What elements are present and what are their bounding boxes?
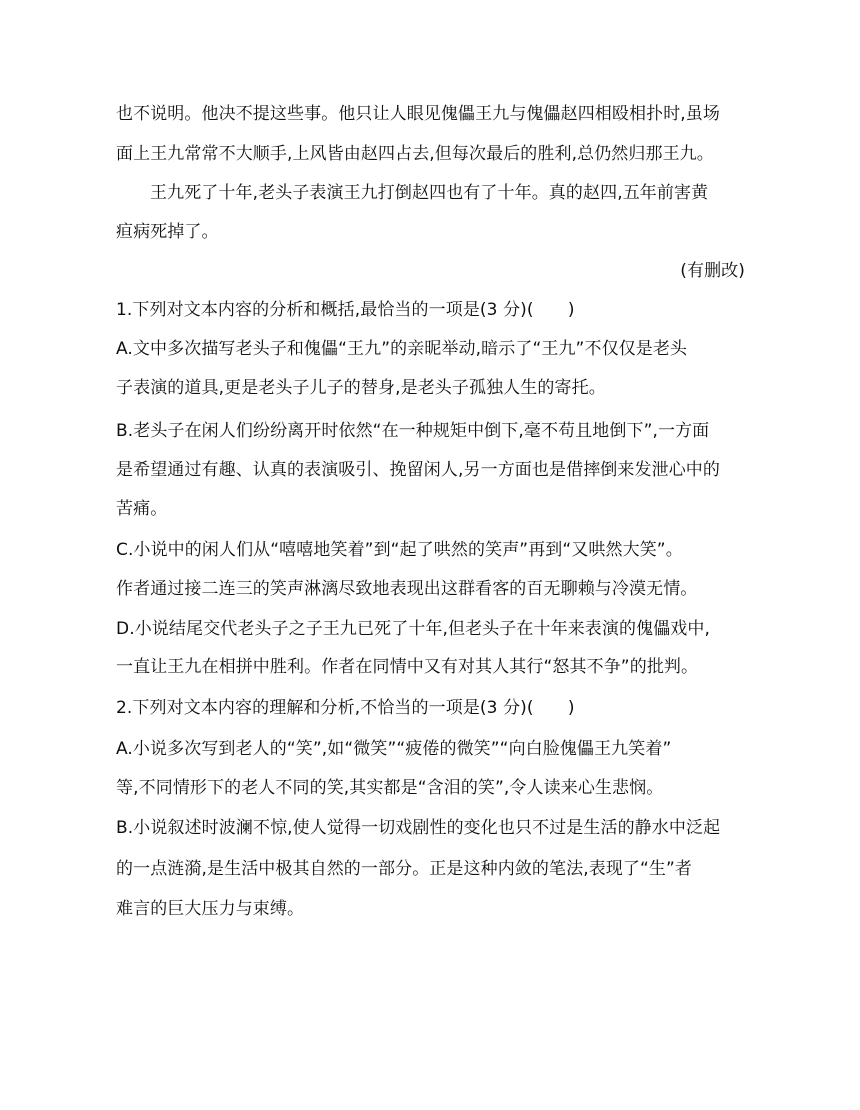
option-c-line: 作者通过接二连三的笑声淋漓尽致地表现出这群看客的百无聊赖与冷漠无情。	[116, 579, 698, 599]
option-b-line: 的一点涟漪,是生活中极其自然的一部分。正是这种内敛的笔法,表现了“生”者	[116, 859, 693, 879]
option-a-line: 子表演的道具,更是老头子儿子的替身,是老头子孤独人生的寄托。	[116, 378, 606, 398]
source-note: (有删改)	[680, 261, 745, 281]
passage-line: 面上王九常常不大顺手,上风皆由赵四占去,但每次最后的胜利,总仍然归那王九。	[116, 144, 714, 164]
option-a-line: A.文中多次描写老头子和傀儡“王九”的亲昵举动,暗示了“王九”不仅仅是老头	[116, 339, 688, 359]
option-b-line: 苦痛。	[116, 499, 168, 519]
option-a-line: 等,不同情形下的老人不同的笑,其实都是“含泪的笑”,令人读来心生悲悯。	[116, 778, 664, 798]
question-stem: 2.下列对文本内容的理解和分析,不恰当的一项是(3 分)( )	[116, 698, 575, 718]
option-b-line: 难言的巨大压力与束缚。	[116, 899, 305, 919]
question-stem: 1.下列对文本内容的分析和概括,最恰当的一项是(3 分)( )	[116, 300, 575, 320]
passage-line: 也不说明。他决不提这些事。他只让人眼见傀儡王九与傀儡赵四相殴相扑时,虽场	[116, 104, 721, 124]
option-b-line: B.小说叙述时波澜不惊,使人觉得一切戏剧性的变化也只不过是生活的静水中泛起	[116, 818, 721, 838]
option-a-line: A.小说多次写到老人的“笑”,如“微笑”“疲倦的微笑”“向白脸傀儡王九笑着”	[116, 739, 672, 759]
option-d-line: D.小说结尾交代老头子之子王九已死了十年,但老头子在十年来表演的傀儡戏中,	[116, 619, 710, 639]
passage-line: 疸病死掉了。	[116, 222, 219, 242]
option-d-line: 一直让王九在相拼中胜利。作者在同情中又有对其人其行“怒其不争”的批判。	[116, 657, 699, 677]
option-b-line: B.老头子在闲人们纷纷离开时依然“在一种规矩中倒下,毫不苟且地倒下”,一方面	[116, 421, 710, 441]
passage-line: 王九死了十年,老头子表演王九打倒赵四也有了十年。真的赵四,五年前害黄	[150, 183, 709, 203]
option-c-line: C.小说中的闲人们从“嘻嘻地笑着”到“起了哄然的笑声”再到“又哄然大笑”。	[116, 540, 683, 560]
option-b-line: 是希望通过有趣、认真的表演吸引、挽留闲人,另一方面也是借摔倒来发泄心中的	[116, 460, 721, 480]
